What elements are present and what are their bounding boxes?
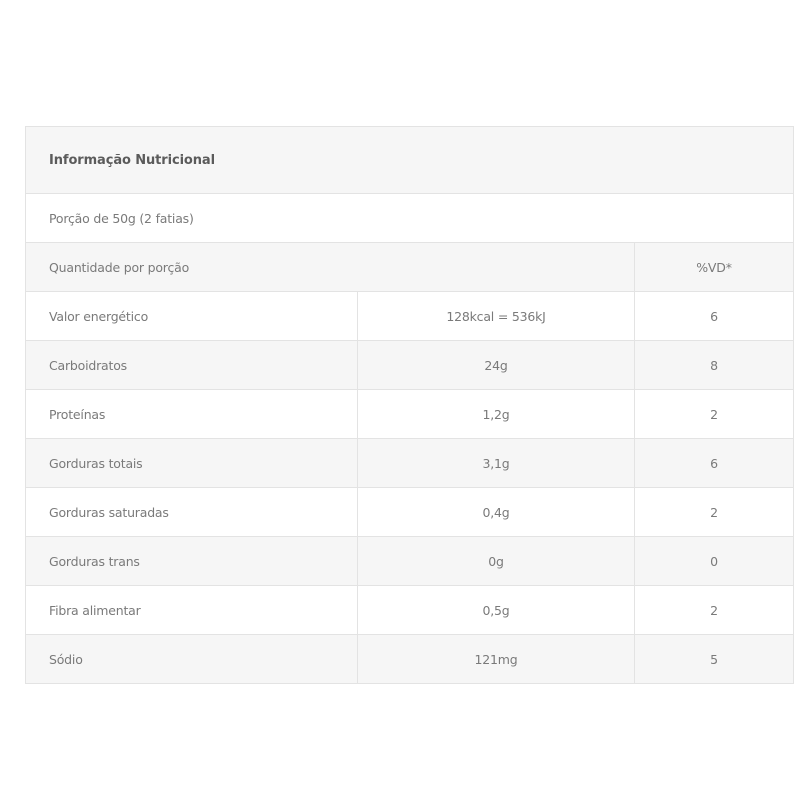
dv-header: %VD* <box>635 243 794 292</box>
portion-label: Porção de 50g (2 fatias) <box>26 194 794 243</box>
nutrient-dv: 2 <box>635 586 794 635</box>
table-row <box>26 635 794 684</box>
table-row <box>26 390 794 439</box>
nutrient-name: Gorduras saturadas <box>26 488 358 537</box>
nutrient-name: Sódio <box>26 635 358 684</box>
nutrient-name: Gorduras totais <box>26 439 358 488</box>
table-row <box>26 292 794 341</box>
table-row <box>26 586 794 635</box>
nutrient-dv: 8 <box>635 341 794 390</box>
nutrient-dv: 6 <box>635 292 794 341</box>
nutrient-amount: 3,1g <box>358 439 635 488</box>
nutrient-amount: 24g <box>358 341 635 390</box>
nutrient-amount: 0,4g <box>358 488 635 537</box>
nutrient-name: Fibra alimentar <box>26 586 358 635</box>
table-row <box>26 439 794 488</box>
nutrient-amount: 128kcal = 536kJ <box>358 292 635 341</box>
table-header-row <box>26 127 794 194</box>
nutrient-amount: 0,5g <box>358 586 635 635</box>
portion-row <box>26 194 794 243</box>
nutrient-name: Gorduras trans <box>26 537 358 586</box>
nutrition-facts-table <box>25 126 794 684</box>
nutrient-dv: 2 <box>635 488 794 537</box>
nutrient-amount: 121mg <box>358 635 635 684</box>
nutrient-dv: 2 <box>635 390 794 439</box>
table-row <box>26 537 794 586</box>
nutrient-name: Valor energético <box>26 292 358 341</box>
nutrient-name: Carboidratos <box>26 341 358 390</box>
column-header-row <box>26 243 794 292</box>
quantity-header: Quantidade por porção <box>26 243 635 292</box>
table-row <box>26 488 794 537</box>
table-title: Informação Nutricional <box>26 127 794 194</box>
nutrient-dv: 6 <box>635 439 794 488</box>
nutrient-amount: 1,2g <box>358 390 635 439</box>
table-row <box>26 341 794 390</box>
nutrient-amount: 0g <box>358 537 635 586</box>
nutrient-name: Proteínas <box>26 390 358 439</box>
nutrient-dv: 5 <box>635 635 794 684</box>
nutrient-dv: 0 <box>635 537 794 586</box>
